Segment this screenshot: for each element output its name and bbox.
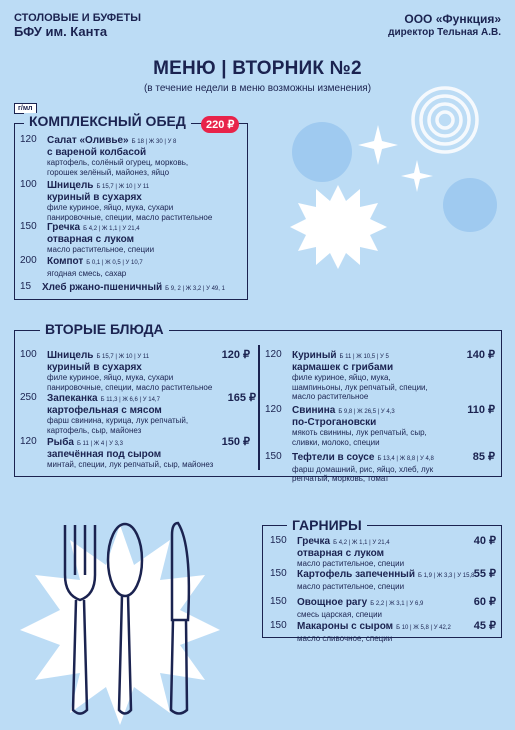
lunch-price-badge: 220 ₽ [201,116,239,133]
unit-label: г/мл [14,103,37,114]
decor-cluster [290,85,505,285]
price: 120 ₽ [221,349,250,361]
divider [258,345,260,470]
sides-title: ГАРНИРЫ [287,517,367,533]
spiral-icon [413,88,477,152]
director-name: директор Тельная А.В. [388,27,501,38]
price: 55 ₽ [473,568,496,580]
page-subtitle: (в течение недели в меню возможны изменения) [143,83,372,94]
price: 150 ₽ [221,436,250,448]
page-title: МЕНЮ | ВТОРНИК №2 [153,58,362,79]
canteen-name [14,12,141,38]
sparkle-icon [401,160,433,192]
price: 165 ₽ [227,392,256,404]
second-courses-title: ВТОРЫЕ БЛЮДА [40,321,169,337]
company-info [388,12,501,40]
price: 60 ₽ [473,596,496,608]
price: 110 ₽ [467,404,495,416]
circle-icon [292,122,352,182]
circle-icon [443,178,497,232]
sparkle-icon [358,125,398,165]
price: 140 ₽ [466,349,495,361]
canteen-line1: СТОЛОВЫЕ И БУФЕТЫ [14,12,142,24]
price: 45 ₽ [473,620,496,632]
starburst-icon [290,185,387,269]
price: 85 ₽ [472,451,495,463]
lunch-title: КОМПЛЕКСНЫЙ ОБЕД [24,113,191,129]
canteen-line2: БФУ им. Канта [14,24,108,39]
cutlery-decor [20,515,235,725]
price: 40 ₽ [473,535,496,547]
company-name: ООО «Функция» [404,12,501,26]
